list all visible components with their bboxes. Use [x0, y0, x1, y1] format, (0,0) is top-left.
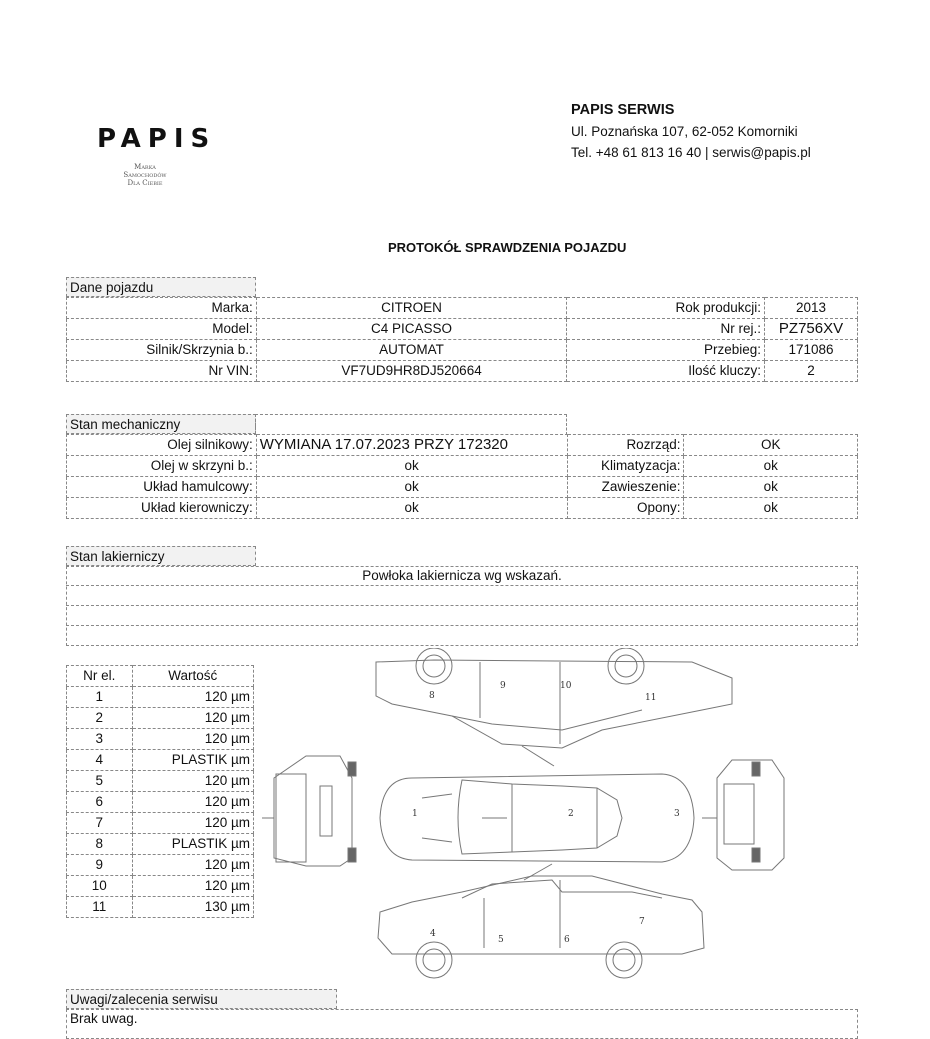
thickness-value: 120 µm [132, 876, 253, 897]
wheel-icon [608, 648, 644, 684]
logo-tagline-line: Dla Ciebie [127, 179, 163, 187]
field-label: Nr rej.: [567, 319, 765, 340]
vehicle-section-label: Dane pojazdu [66, 277, 256, 297]
thickness-value: 120 µm [132, 708, 253, 729]
field-value: ok [684, 456, 858, 477]
field-label: Układ kierowniczy: [67, 498, 257, 519]
field-label: Model: [67, 319, 257, 340]
field-value: CITROEN [256, 298, 567, 319]
vehicle-table [66, 297, 858, 382]
thickness-value: PLASTIK µm [132, 834, 253, 855]
thickness-value: 120 µm [132, 813, 253, 834]
element-number: 8 [67, 834, 133, 855]
paint-section-label: Stan lakierniczy [66, 546, 256, 566]
panel-number: 2 [568, 809, 574, 819]
table-row [67, 729, 254, 750]
table-row [67, 340, 858, 361]
table-row [67, 361, 858, 382]
column-header: Nr el. [67, 666, 133, 687]
field-value: ok [256, 456, 567, 477]
field-value: 2013 [765, 298, 858, 319]
remarks-section-label: Uwagi/zalecenia serwisu [66, 989, 337, 1009]
company-name: PAPIS SERWIS [571, 102, 675, 118]
table-row [67, 897, 254, 918]
table-row [67, 813, 254, 834]
document-title: PROTOKÓŁ SPRAWDZENIA POJAZDU [388, 240, 627, 255]
field-label: Układ hamulcowy: [67, 477, 257, 498]
panel-number: 3 [674, 809, 680, 819]
wheel-icon [606, 942, 642, 978]
car-rear-view [702, 760, 784, 870]
element-number: 7 [67, 813, 133, 834]
table-row [67, 876, 254, 897]
logo-tagline [100, 163, 190, 187]
element-number: 6 [67, 792, 133, 813]
field-label: Olej silnikowy: [67, 435, 257, 456]
field-value: ok [256, 498, 567, 519]
panel-number: 7 [639, 917, 645, 927]
thickness-value: 120 µm [132, 729, 253, 750]
field-label: Rok produkcji: [567, 298, 765, 319]
element-number: 2 [67, 708, 133, 729]
paint-blank-row [66, 586, 858, 606]
table-row [67, 750, 254, 771]
field-label: Klimatyzacja: [567, 456, 684, 477]
company-info [571, 100, 811, 163]
panel-number: 5 [498, 935, 504, 945]
field-value: AUTOMAT [256, 340, 567, 361]
field-label: Silnik/Skrzynia b.: [67, 340, 257, 361]
field-value: ok [256, 477, 567, 498]
table-row [67, 435, 858, 456]
wheel-icon [416, 942, 452, 978]
table-row [67, 834, 254, 855]
logo-tagline-line: Marka [134, 163, 156, 171]
thickness-value: 120 µm [132, 771, 253, 792]
table-row [67, 477, 858, 498]
table-row [67, 319, 858, 340]
field-value: OK [684, 435, 858, 456]
thickness-value: PLASTIK µm [132, 750, 253, 771]
car-front-view [262, 756, 356, 866]
table-row [67, 456, 858, 477]
table-row [67, 771, 254, 792]
car-side-view-right [376, 648, 732, 766]
car-side-view-left [378, 864, 704, 978]
thickness-value: 120 µm [132, 792, 253, 813]
field-label: Zawieszenie: [567, 477, 684, 498]
element-number: 4 [67, 750, 133, 771]
table-row [67, 298, 858, 319]
field-label: Opony: [567, 498, 684, 519]
paint-note: Powłoka lakiernicza wg wskazań. [66, 566, 858, 586]
company-contact: Tel. +48 61 813 16 40 | serwis@papis.pl [571, 145, 811, 160]
paint-blank-row [66, 606, 858, 626]
field-value: ok [684, 477, 858, 498]
table-row [67, 498, 858, 519]
column-header: Wartość [132, 666, 253, 687]
element-number: 1 [67, 687, 133, 708]
panel-number: 6 [564, 935, 570, 945]
thickness-value: 120 µm [132, 855, 253, 876]
panel-number: 9 [500, 681, 506, 691]
panel-number: 10 [560, 681, 572, 691]
panel-number: 11 [645, 693, 657, 703]
field-value: VF7UD9HR8DJ520664 [256, 361, 567, 382]
field-label: Nr VIN: [67, 361, 257, 382]
element-number: 3 [67, 729, 133, 750]
measurements-table [66, 665, 254, 918]
element-number: 9 [67, 855, 133, 876]
remarks-box [66, 1009, 858, 1039]
table-row [67, 708, 254, 729]
field-value: C4 PICASSO [256, 319, 567, 340]
table-row [67, 687, 254, 708]
field-label: Ilość kluczy: [567, 361, 765, 382]
logo-brand: PAPIS [97, 124, 217, 154]
field-value: ok [684, 498, 858, 519]
field-value: PZ756XV [765, 319, 858, 340]
table-row [67, 792, 254, 813]
remarks-text: Brak uwag. [70, 1011, 138, 1026]
field-value: 2 [765, 361, 858, 382]
table-header-row [67, 666, 254, 687]
company-address: Ul. Poznańska 107, 62-052 Komorniki [571, 124, 798, 139]
mechanical-section-label: Stan mechaniczny [66, 414, 256, 434]
wheel-icon [416, 648, 452, 684]
table-row [67, 855, 254, 876]
field-label: Marka: [67, 298, 257, 319]
field-label: Olej w skrzyni b.: [67, 456, 257, 477]
logo-tagline-line: Samochodów [123, 171, 167, 179]
mechanical-header-blank [255, 414, 567, 435]
panel-number: 4 [430, 929, 436, 939]
element-number: 10 [67, 876, 133, 897]
panel-number: 1 [412, 809, 418, 819]
thickness-value: 130 µm [132, 897, 253, 918]
mechanical-table [66, 434, 858, 519]
field-value: WYMIANA 17.07.2023 PRZY 172320 [256, 435, 567, 456]
panel-number: 8 [429, 691, 435, 701]
field-label: Rozrząd: [567, 435, 684, 456]
thickness-value: 120 µm [132, 687, 253, 708]
car-diagram [262, 648, 862, 980]
car-top-view [380, 774, 694, 862]
element-number: 5 [67, 771, 133, 792]
field-value: 171086 [765, 340, 858, 361]
field-label: Przebieg: [567, 340, 765, 361]
element-number: 11 [67, 897, 133, 918]
